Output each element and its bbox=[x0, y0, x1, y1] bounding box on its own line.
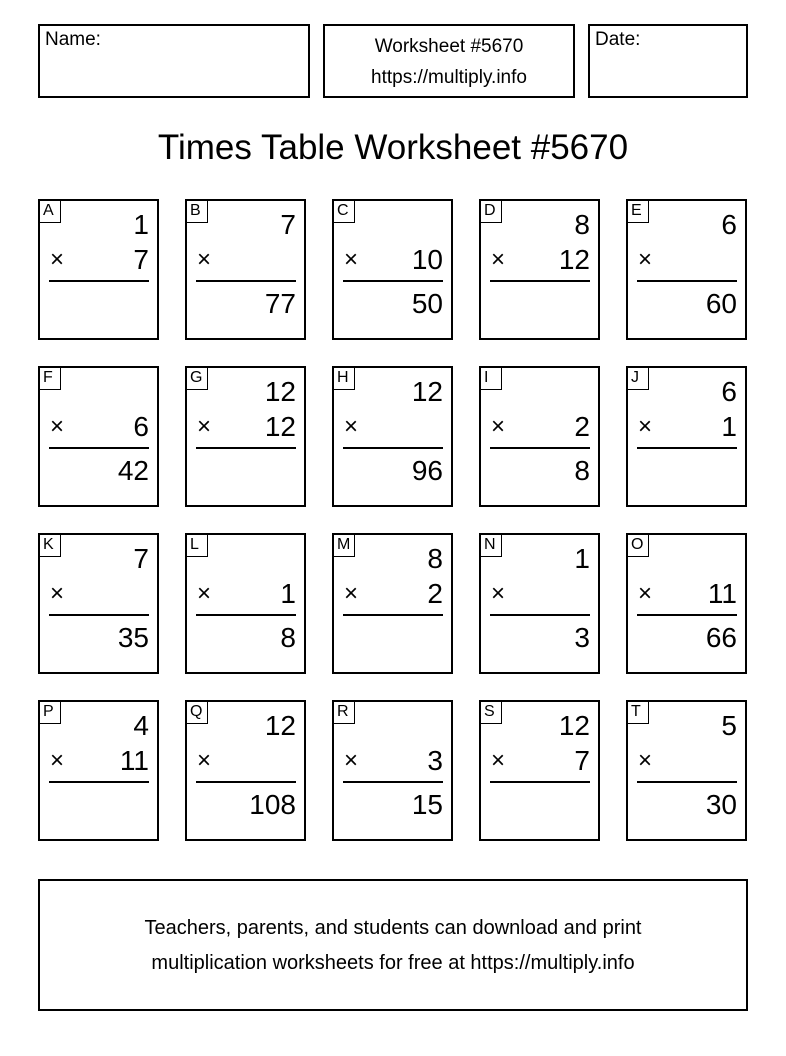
times-sign: × bbox=[197, 246, 212, 273]
multiplicand: 12 bbox=[411, 376, 443, 407]
product: 50 bbox=[411, 288, 443, 319]
times-sign: × bbox=[344, 580, 359, 607]
answer-line bbox=[343, 614, 443, 616]
problem-letter: E bbox=[628, 201, 649, 223]
page-title: Times Table Worksheet #5670 bbox=[157, 128, 629, 167]
site-url[interactable]: https://multiply.info bbox=[371, 67, 527, 88]
problem-letter: P bbox=[40, 702, 61, 724]
product: 15 bbox=[411, 789, 443, 820]
answer-line bbox=[490, 781, 590, 783]
times-sign: × bbox=[50, 413, 65, 440]
problem-box[interactable] bbox=[185, 199, 306, 340]
problem-letter: N bbox=[481, 535, 502, 557]
product: 8 bbox=[574, 455, 590, 486]
answer-line bbox=[49, 280, 149, 282]
multiplier: 7 bbox=[574, 745, 590, 776]
times-sign: × bbox=[197, 413, 212, 440]
answer-line bbox=[490, 447, 590, 449]
multiplier: 1 bbox=[721, 411, 737, 442]
problem-letter: C bbox=[334, 201, 355, 223]
multiplier: 3 bbox=[427, 745, 443, 776]
times-sign: × bbox=[638, 246, 653, 273]
problem-letter: O bbox=[628, 535, 649, 557]
multiplicand: 8 bbox=[574, 209, 590, 240]
product: 30 bbox=[705, 789, 737, 820]
product: 60 bbox=[705, 288, 737, 319]
times-sign: × bbox=[491, 413, 506, 440]
times-sign: × bbox=[50, 747, 65, 774]
product: 42 bbox=[117, 455, 149, 486]
multiplier: 2 bbox=[427, 578, 443, 609]
problem-letter: M bbox=[334, 535, 355, 557]
multiplicand: 12 bbox=[558, 710, 590, 741]
times-sign: × bbox=[491, 580, 506, 607]
multiplier: 12 bbox=[264, 411, 296, 442]
answer-line bbox=[637, 614, 737, 616]
product: 77 bbox=[264, 288, 296, 319]
problem-box[interactable] bbox=[626, 366, 747, 507]
product: 3 bbox=[574, 622, 590, 653]
problem-letter: R bbox=[334, 702, 355, 724]
date-label: Date: bbox=[595, 29, 641, 50]
multiplier: 2 bbox=[574, 411, 590, 442]
multiplicand: 5 bbox=[721, 710, 737, 741]
answer-line bbox=[49, 447, 149, 449]
times-sign: × bbox=[638, 747, 653, 774]
problem-box[interactable] bbox=[332, 700, 453, 841]
problem-box[interactable] bbox=[332, 366, 453, 507]
multiplier: 7 bbox=[133, 244, 149, 275]
problem-letter: A bbox=[40, 201, 61, 223]
multiplicand: 6 bbox=[721, 376, 737, 407]
answer-line bbox=[490, 280, 590, 282]
times-sign: × bbox=[344, 413, 359, 440]
problem-letter: F bbox=[40, 368, 61, 390]
problem-box[interactable] bbox=[38, 366, 159, 507]
problem-letter: Q bbox=[187, 702, 208, 724]
answer-line bbox=[196, 447, 296, 449]
multiplicand: 12 bbox=[264, 710, 296, 741]
multiplicand: 12 bbox=[264, 376, 296, 407]
footer-line-1: Teachers, parents, and students can download and print bbox=[144, 917, 642, 939]
problem-letter: K bbox=[40, 535, 61, 557]
times-sign: × bbox=[197, 747, 212, 774]
multiplicand: 7 bbox=[280, 209, 296, 240]
problem-box[interactable] bbox=[626, 199, 747, 340]
answer-line bbox=[196, 781, 296, 783]
times-sign: × bbox=[491, 246, 506, 273]
multiplicand: 1 bbox=[133, 209, 149, 240]
times-sign: × bbox=[638, 580, 653, 607]
product: 96 bbox=[411, 455, 443, 486]
multiplicand: 8 bbox=[427, 543, 443, 574]
name-field-box[interactable] bbox=[38, 24, 310, 98]
multiplier: 1 bbox=[280, 578, 296, 609]
multiplicand: 1 bbox=[574, 543, 590, 574]
answer-line bbox=[49, 781, 149, 783]
problem-box[interactable] bbox=[332, 199, 453, 340]
multiplier: 12 bbox=[558, 244, 590, 275]
problem-letter: T bbox=[628, 702, 649, 724]
footer-box bbox=[38, 879, 748, 1011]
product: 8 bbox=[280, 622, 296, 653]
multiplier: 11 bbox=[707, 578, 737, 609]
problem-box[interactable] bbox=[479, 199, 600, 340]
footer-line-2: multiplication worksheets for free at https://multiply.info bbox=[151, 952, 635, 974]
product: 108 bbox=[249, 789, 296, 820]
problem-letter: I bbox=[481, 368, 502, 390]
answer-line bbox=[490, 614, 590, 616]
times-sign: × bbox=[344, 246, 359, 273]
problem-letter: B bbox=[187, 201, 208, 223]
answer-line bbox=[196, 280, 296, 282]
problem-box[interactable] bbox=[479, 366, 600, 507]
problem-letter: S bbox=[481, 702, 502, 724]
problem-box[interactable] bbox=[38, 199, 159, 340]
answer-line bbox=[637, 447, 737, 449]
answer-line bbox=[343, 781, 443, 783]
multiplicand: 4 bbox=[133, 710, 149, 741]
problem-box[interactable] bbox=[185, 533, 306, 674]
problem-box[interactable] bbox=[38, 700, 159, 841]
date-field-box[interactable] bbox=[588, 24, 748, 98]
times-sign: × bbox=[50, 246, 65, 273]
problem-box[interactable] bbox=[185, 700, 306, 841]
problem-letter: D bbox=[481, 201, 502, 223]
multiplier: 11 bbox=[119, 745, 149, 776]
answer-line bbox=[637, 781, 737, 783]
times-sign: × bbox=[344, 747, 359, 774]
worksheet-info-box bbox=[323, 24, 575, 98]
answer-line bbox=[343, 280, 443, 282]
worksheet-number: Worksheet #5670 bbox=[374, 36, 524, 57]
problem-box[interactable] bbox=[626, 700, 747, 841]
problem-box[interactable] bbox=[479, 700, 600, 841]
answer-line bbox=[343, 447, 443, 449]
problem-box[interactable] bbox=[626, 533, 747, 674]
times-sign: × bbox=[197, 580, 212, 607]
product: 66 bbox=[705, 622, 737, 653]
multiplicand: 7 bbox=[133, 543, 149, 574]
multiplicand: 6 bbox=[721, 209, 737, 240]
name-label: Name: bbox=[45, 29, 101, 50]
multiplier: 6 bbox=[133, 411, 149, 442]
answer-line bbox=[196, 614, 296, 616]
times-sign: × bbox=[638, 413, 653, 440]
times-sign: × bbox=[50, 580, 65, 607]
multiplier: 10 bbox=[411, 244, 443, 275]
problem-letter: G bbox=[187, 368, 208, 390]
answer-line bbox=[637, 280, 737, 282]
problem-box[interactable] bbox=[332, 533, 453, 674]
problem-box[interactable] bbox=[479, 533, 600, 674]
answer-line bbox=[49, 614, 149, 616]
problem-box[interactable] bbox=[38, 533, 159, 674]
problem-letter: H bbox=[334, 368, 355, 390]
problem-box[interactable] bbox=[185, 366, 306, 507]
times-sign: × bbox=[491, 747, 506, 774]
problem-letter: J bbox=[628, 368, 649, 390]
product: 35 bbox=[117, 622, 149, 653]
problem-letter: L bbox=[187, 535, 208, 557]
